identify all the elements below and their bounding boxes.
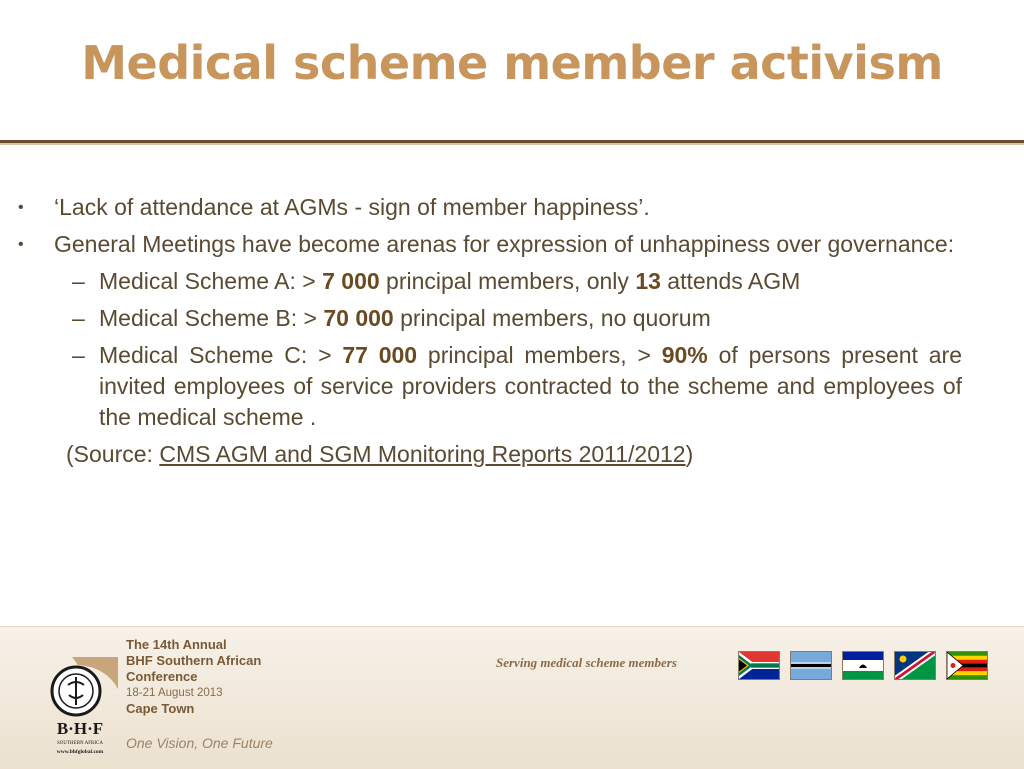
conference-city: Cape Town — [126, 701, 195, 716]
conference-info — [126, 637, 261, 717]
sub-bullet-scheme-c — [0, 340, 1024, 433]
lesotho-flag-icon — [842, 651, 884, 680]
logo-letters: B·H·F — [56, 719, 104, 738]
scheme-b-label: Medical Scheme B: > — [99, 305, 324, 331]
logo-subtitle: SOUTHERN AFRICA — [57, 741, 103, 746]
bullet-general-meetings — [0, 229, 1024, 260]
conference-title-1: The 14th Annual — [126, 637, 227, 652]
source-citation — [0, 439, 1024, 470]
scheme-c-percentage: 90% — [661, 342, 708, 368]
sub-bullet-scheme-a — [0, 266, 1024, 297]
dash-icon: – — [72, 342, 85, 368]
motto: One Vision, One Future — [126, 735, 273, 751]
namibia-flag-icon — [894, 651, 936, 680]
dash-icon: – — [72, 305, 85, 331]
scheme-b-text: principal members, no quorum — [393, 305, 711, 331]
source-link[interactable]: CMS AGM and SGM Monitoring Reports 2011/2012 — [159, 441, 686, 467]
scheme-c-text: principal members, > — [417, 342, 662, 368]
logo-url: www.bhfglobal.com — [56, 749, 104, 755]
scheme-c-members: 77 000 — [342, 342, 418, 368]
bullet-icon: • — [18, 236, 24, 253]
bullet-attendance — [0, 192, 1024, 223]
scheme-a-members: 7 000 — [322, 268, 380, 294]
slide-title: Medical scheme member activism — [81, 36, 943, 90]
scheme-a-label: Medical Scheme A: > — [99, 268, 323, 294]
source-prefix: (Source: — [66, 441, 160, 467]
slide-body — [0, 192, 1024, 470]
bullet-text: ‘Lack of attendance at AGMs - sign of member happiness’. — [54, 194, 650, 220]
scheme-b-members: 70 000 — [323, 305, 394, 331]
scheme-c-label: Medical Scheme C: > — [99, 342, 343, 368]
conference-dates: 18-21 August 2013 — [126, 687, 223, 699]
title-divider-shadow — [0, 143, 1024, 145]
bullet-text: General Meetings have become arenas for expression of unhappiness over governance: — [54, 231, 955, 257]
dash-icon: – — [72, 268, 85, 294]
bullet-icon: • — [18, 199, 24, 216]
sub-bullet-scheme-b — [0, 303, 1024, 334]
tagline: Serving medical scheme members — [496, 655, 677, 670]
scheme-a-text: principal members, only — [379, 268, 636, 294]
south-africa-flag-icon — [738, 651, 780, 680]
bhf-logo — [42, 655, 118, 755]
scheme-c-text-end: of persons present are invited employees of service providers contracted to the scheme and employees of the medical scheme . — [99, 342, 962, 430]
scheme-a-attendance: 13 — [635, 268, 661, 294]
footer-banner — [0, 626, 1024, 769]
conference-title-3: Conference — [126, 669, 198, 684]
conference-title-2: BHF Southern African — [126, 653, 262, 668]
botswana-flag-icon — [790, 651, 832, 680]
scheme-a-text-end: attends AGM — [660, 268, 801, 294]
zimbabwe-flag-icon — [946, 651, 988, 680]
source-suffix: ) — [685, 441, 694, 467]
